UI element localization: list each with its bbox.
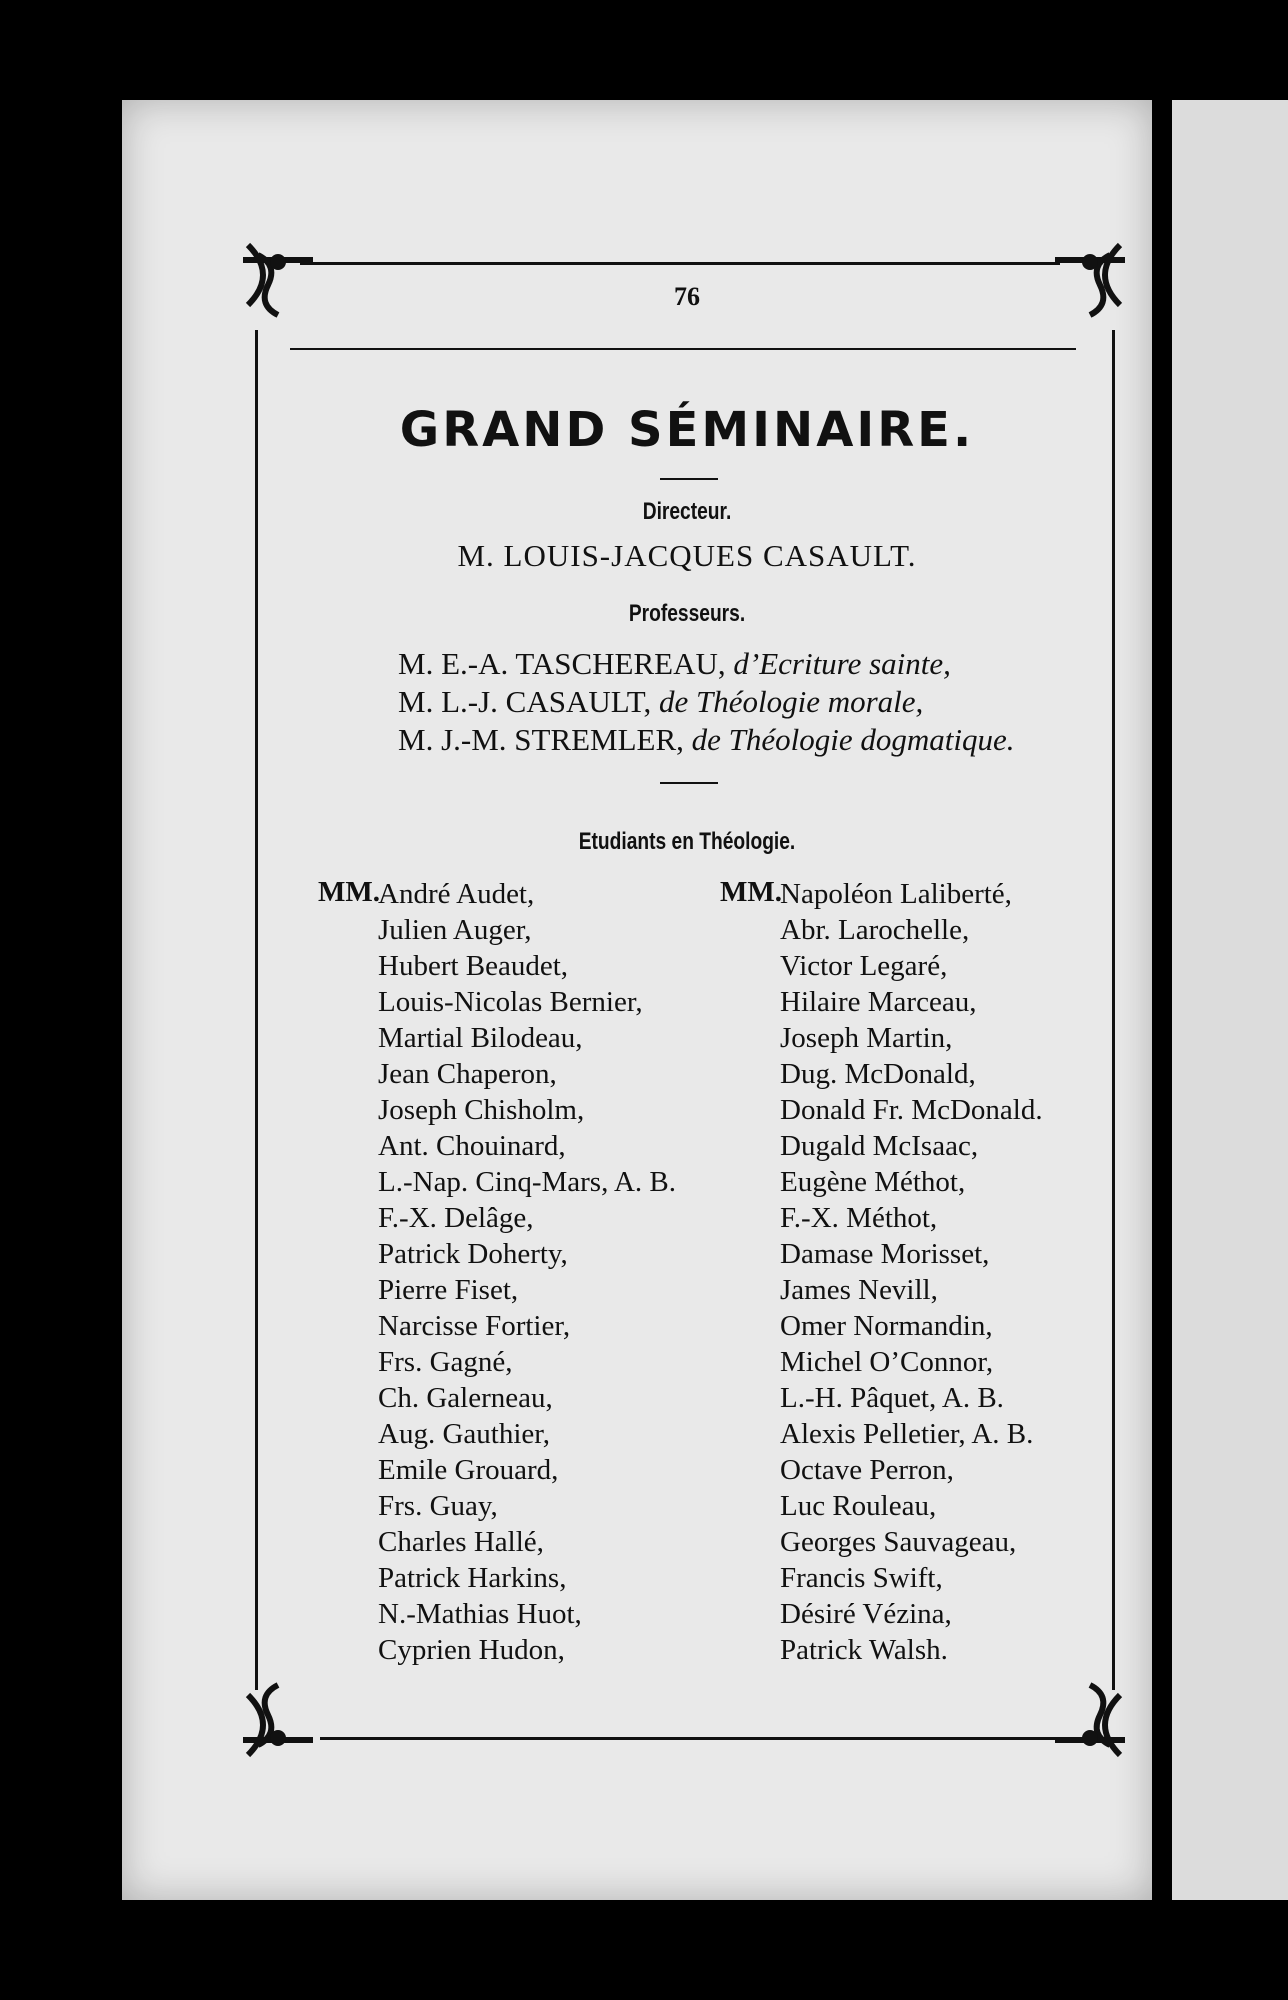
- student-name: L.-H. Pâquet, A. B.: [780, 1382, 1004, 1414]
- frame-left-rule: [255, 330, 258, 1690]
- student-name: Abr. Larochelle,: [780, 914, 970, 946]
- professors-label: Professeurs.: [628, 600, 746, 627]
- director-name: M. LOUIS-JACQUES CASAULT.: [457, 538, 917, 573]
- student-name: Dug. McDonald,: [780, 1058, 976, 1090]
- director-label: Directeur.: [642, 498, 732, 525]
- student-name: Narcisse Fortier,: [378, 1310, 571, 1342]
- student-name: Georges Sauvageau,: [780, 1526, 1017, 1558]
- student-name: Octave Perron,: [780, 1454, 954, 1486]
- student-name: Patrick Walsh.: [780, 1634, 948, 1666]
- right-column-prefix: MM.: [720, 876, 782, 908]
- students-label: Etudiants en Théologie.: [578, 828, 796, 855]
- student-name: Dugald McIsaac,: [780, 1130, 979, 1162]
- student-name: F.-X. Méthot,: [780, 1202, 938, 1234]
- frame-right-rule: [1112, 330, 1115, 1690]
- student-name: Alexis Pelletier, A. B.: [780, 1418, 1034, 1450]
- student-name: Frs. Gagné,: [378, 1346, 513, 1378]
- student-name: Joseph Martin,: [780, 1022, 953, 1054]
- professors-divider: [660, 782, 718, 784]
- student-name: L.-Nap. Cinq-Mars, A. B.: [378, 1166, 677, 1198]
- student-name: André Audet,: [378, 878, 535, 910]
- corner-ornament-bottom-right: [1050, 1680, 1130, 1760]
- professors-list: [398, 645, 1015, 759]
- student-name: Désiré Vézina,: [780, 1598, 952, 1630]
- professor-entry: M. J.-M. STREMLER, de Théologie dogmatique.: [398, 722, 1015, 757]
- adjacent-page-edge: [1172, 100, 1288, 1900]
- student-name: Aug. Gauthier,: [378, 1418, 550, 1450]
- student-name: Damase Morisset,: [780, 1238, 990, 1270]
- student-name: Patrick Harkins,: [378, 1562, 567, 1594]
- student-name: Pierre Fiset,: [378, 1274, 519, 1306]
- student-name: Napoléon Laliberté,: [780, 878, 1012, 910]
- student-name: Francis Swift,: [780, 1562, 943, 1594]
- student-name: Joseph Chisholm,: [378, 1094, 585, 1126]
- professor-entry: M. L.-J. CASAULT, de Théologie morale,: [398, 684, 924, 719]
- student-name: F.-X. Delâge,: [378, 1202, 534, 1234]
- student-name: Michel O’Connor,: [780, 1346, 994, 1378]
- students-left-column: [378, 876, 676, 1668]
- student-name: Victor Legaré,: [780, 950, 948, 982]
- student-name: Eugène Méthot,: [780, 1166, 966, 1198]
- title-divider: [660, 478, 718, 480]
- student-name: James Nevill,: [780, 1274, 938, 1306]
- left-column-prefix: MM.: [318, 876, 380, 908]
- student-name: Martial Bilodeau,: [378, 1022, 583, 1054]
- student-name: Hilaire Marceau,: [780, 986, 977, 1018]
- student-name: Jean Chaperon,: [378, 1058, 557, 1090]
- page-title: GRAND SÉMINAIRE.: [399, 402, 975, 458]
- student-name: N.-Mathias Huot,: [378, 1598, 582, 1630]
- page-number: 76: [674, 282, 700, 311]
- student-name: Ch. Galerneau,: [378, 1382, 553, 1414]
- student-name: Luc Rouleau,: [780, 1490, 937, 1522]
- student-name: Charles Hallé,: [378, 1526, 544, 1558]
- student-name: Emile Grouard,: [378, 1454, 559, 1486]
- student-name: Donald Fr. McDonald.: [780, 1094, 1043, 1126]
- student-name: Cyprien Hudon,: [378, 1634, 565, 1666]
- student-name: Louis-Nicolas Bernier,: [378, 986, 643, 1018]
- student-name: Hubert Beaudet,: [378, 950, 569, 982]
- student-name: Frs. Guay,: [378, 1490, 498, 1522]
- student-name: Patrick Doherty,: [378, 1238, 568, 1270]
- frame-top-rule: [300, 262, 1060, 265]
- corner-ornament-bottom-left: [238, 1680, 318, 1760]
- student-name: Julien Auger,: [378, 914, 532, 946]
- header-rule: [290, 348, 1076, 350]
- student-name: Ant. Chouinard,: [378, 1130, 566, 1162]
- student-name: Omer Normandin,: [780, 1310, 993, 1342]
- frame-bottom-rule: [320, 1737, 1060, 1740]
- students-right-column: [780, 876, 1043, 1668]
- professor-entry: M. E.-A. TASCHEREAU, d’Ecriture sainte,: [398, 646, 951, 681]
